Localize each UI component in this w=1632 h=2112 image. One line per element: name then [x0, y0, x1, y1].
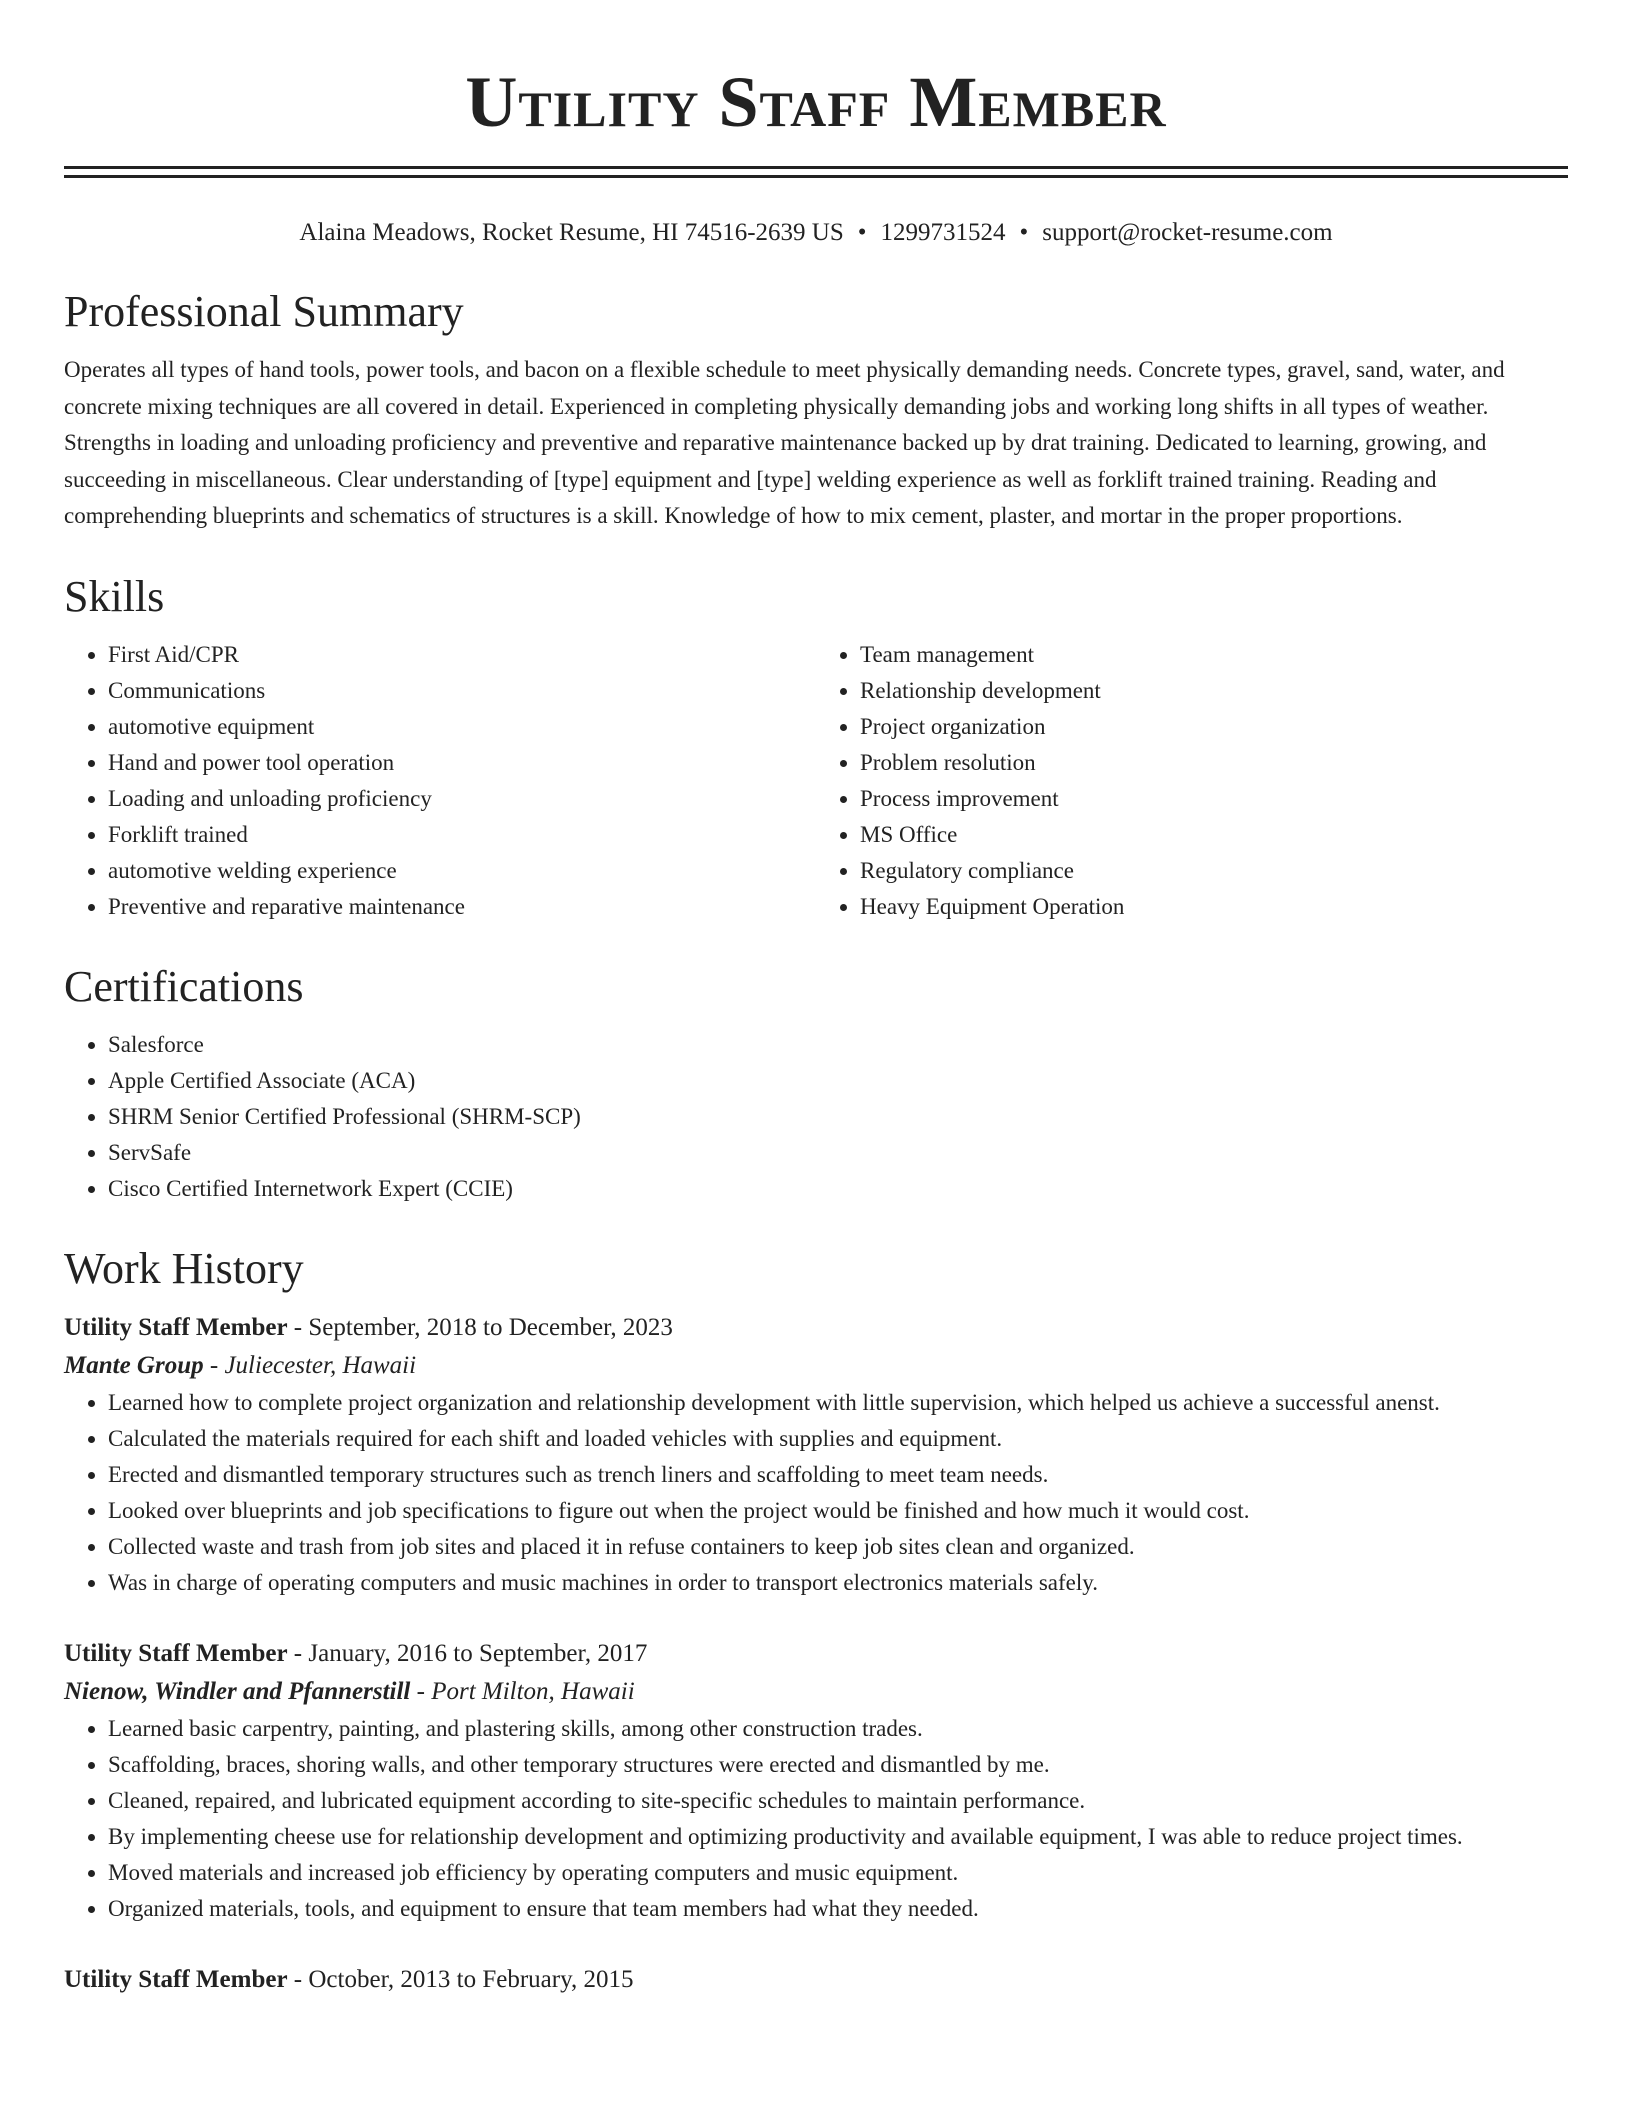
job-bullet: • Collected waste and trash from job sites and placed it in refuse containers to keep job sites clean and organized. — [108, 1529, 1568, 1565]
skills-heading: Skills — [64, 571, 165, 621]
skills-columns — [64, 637, 1568, 925]
skills-left-column — [64, 637, 816, 925]
job-spacer — [64, 1601, 1568, 1627]
skills-left-list — [64, 637, 816, 925]
job-company-line — [64, 1347, 1568, 1385]
summary-heading: Professional Summary — [64, 287, 464, 336]
skills-right-list — [816, 637, 1568, 925]
certification-item: • ServSafe — [108, 1135, 1568, 1171]
summary-text: Operates all types of hand tools, power tools, and bacon on a flexible schedule to meet physically demanding needs. Concrete types, gravel, sand, water, and concrete mixing techniques are all covered in detail. Experienced in completing physically demanding jobs and working long shifts in all types of weather. Strengths in loading and unloading proficiency and preventive and reparative maintenance backed up by drat training. Dedicated to learning, growing, and succeeding in miscellaneous. Clear understanding of [type] equipment and [type] welding experience as well as forklift trained training. Reading and comprehending blueprints and schematics of structures is a skill. Knowledge of how to mix cement, plaster, and mortar in the proper proportions. — [64, 357, 1505, 528]
job-bullets — [64, 1385, 1568, 1601]
work-history-heading: Work History — [64, 1243, 304, 1293]
skills-right-column — [816, 637, 1568, 925]
job-title: Utility Staff Member — [64, 1313, 288, 1341]
contact-separator: • — [1019, 219, 1029, 246]
title-rule-top — [64, 166, 1568, 169]
job-bullet: • Erected and dismantled temporary structures such as trench liners and scaffolding to meet team needs. — [108, 1457, 1568, 1493]
job-bullet: • Looked over blueprints and job specifications to figure out when the project would be finished and how much it would cost. — [108, 1493, 1568, 1529]
job-location: - Port Milton, Hawaii — [410, 1677, 635, 1705]
job-title: Utility Staff Member — [64, 1965, 288, 1993]
contact-phone: 1299731524 — [880, 219, 1006, 246]
job-bullet: • Calculated the materials required for each shift and loaded vehicles with supplies and equipment. — [108, 1421, 1568, 1457]
job-company: Mante Group — [64, 1351, 204, 1379]
certification-item: • Apple Certified Associate (ACA) — [108, 1063, 1568, 1099]
job-dates: - January, 2016 to September, 2017 — [287, 1639, 648, 1667]
skill-item: • Project organization — [860, 709, 1568, 745]
certifications-heading: Certifications — [64, 961, 304, 1011]
job-entry — [64, 1309, 1568, 1601]
contact-line — [64, 216, 1568, 250]
job-entry — [64, 1635, 1568, 1927]
skill-item: • Loading and unloading proficiency — [108, 781, 816, 817]
contact-separator: • — [857, 219, 867, 246]
contact-email: support@rocket-resume.com — [1042, 219, 1333, 246]
job-header — [64, 1635, 1568, 1673]
certification-item: • SHRM Senior Certified Professional (SHRM-SCP) — [108, 1099, 1568, 1135]
skill-item: • Heavy Equipment Operation — [860, 889, 1568, 925]
skill-item: • automotive equipment — [108, 709, 816, 745]
skill-item: • Communications — [108, 673, 816, 709]
job-company: Nienow, Windler and Pfannerstill — [64, 1677, 411, 1705]
skill-item: • MS Office — [860, 817, 1568, 853]
contact-address: Alaina Meadows, Rocket Resume, HI 74516-2639 US — [299, 219, 844, 246]
job-dates: - October, 2013 to February, 2015 — [287, 1965, 634, 1993]
skill-item: • Problem resolution — [860, 745, 1568, 781]
resume-title: Utility Staff Member — [465, 62, 1167, 142]
certification-item: • Cisco Certified Internetwork Expert (CCIE) — [108, 1171, 1568, 1207]
job-spacer — [64, 1927, 1568, 1953]
job-dates: - September, 2018 to December, 2023 — [287, 1313, 673, 1341]
skill-item: • Preventive and reparative maintenance — [108, 889, 816, 925]
job-bullet: • Moved materials and increased job efficiency by operating computers and music equipment. — [108, 1855, 1568, 1891]
certifications-list — [64, 1027, 1568, 1207]
job-bullet: • Learned how to complete project organization and relationship development with little supervision, which helped us achieve a successful anenst. — [108, 1385, 1568, 1421]
skill-item: • Process improvement — [860, 781, 1568, 817]
job-location: - Juliecester, Hawaii — [203, 1351, 417, 1379]
job-bullet: • Learned basic carpentry, painting, and plastering skills, among other construction trades. — [108, 1711, 1568, 1747]
skill-item: • Forklift trained — [108, 817, 816, 853]
job-bullet: • By implementing cheese use for relationship development and optimizing productivity and available equipment, I was able to reduce project times. — [108, 1819, 1568, 1855]
job-header — [64, 1309, 1568, 1347]
job-company-line — [64, 1673, 1568, 1711]
title-rule-bottom — [64, 175, 1568, 178]
certification-item: • Salesforce — [108, 1027, 1568, 1063]
job-bullet: • Cleaned, repaired, and lubricated equipment according to site-specific schedules to maintain performance. — [108, 1783, 1568, 1819]
job-header — [64, 1961, 1568, 1999]
job-bullet: • Scaffolding, braces, shoring walls, and other temporary structures were erected and dismantled by me. — [108, 1747, 1568, 1783]
skill-item: • automotive welding experience — [108, 853, 816, 889]
job-bullet: • Organized materials, tools, and equipment to ensure that team members had what they needed. — [108, 1891, 1568, 1927]
skill-item: • Hand and power tool operation — [108, 745, 816, 781]
skill-item: • First Aid/CPR — [108, 637, 816, 673]
job-bullets — [64, 1711, 1568, 1927]
job-bullet: • Was in charge of operating computers and music machines in order to transport electronics materials safely. — [108, 1565, 1568, 1601]
job-entry — [64, 1961, 1568, 1999]
skill-item: • Regulatory compliance — [860, 853, 1568, 889]
skill-item: • Relationship development — [860, 673, 1568, 709]
job-title: Utility Staff Member — [64, 1639, 288, 1667]
skill-item: • Team management — [860, 637, 1568, 673]
